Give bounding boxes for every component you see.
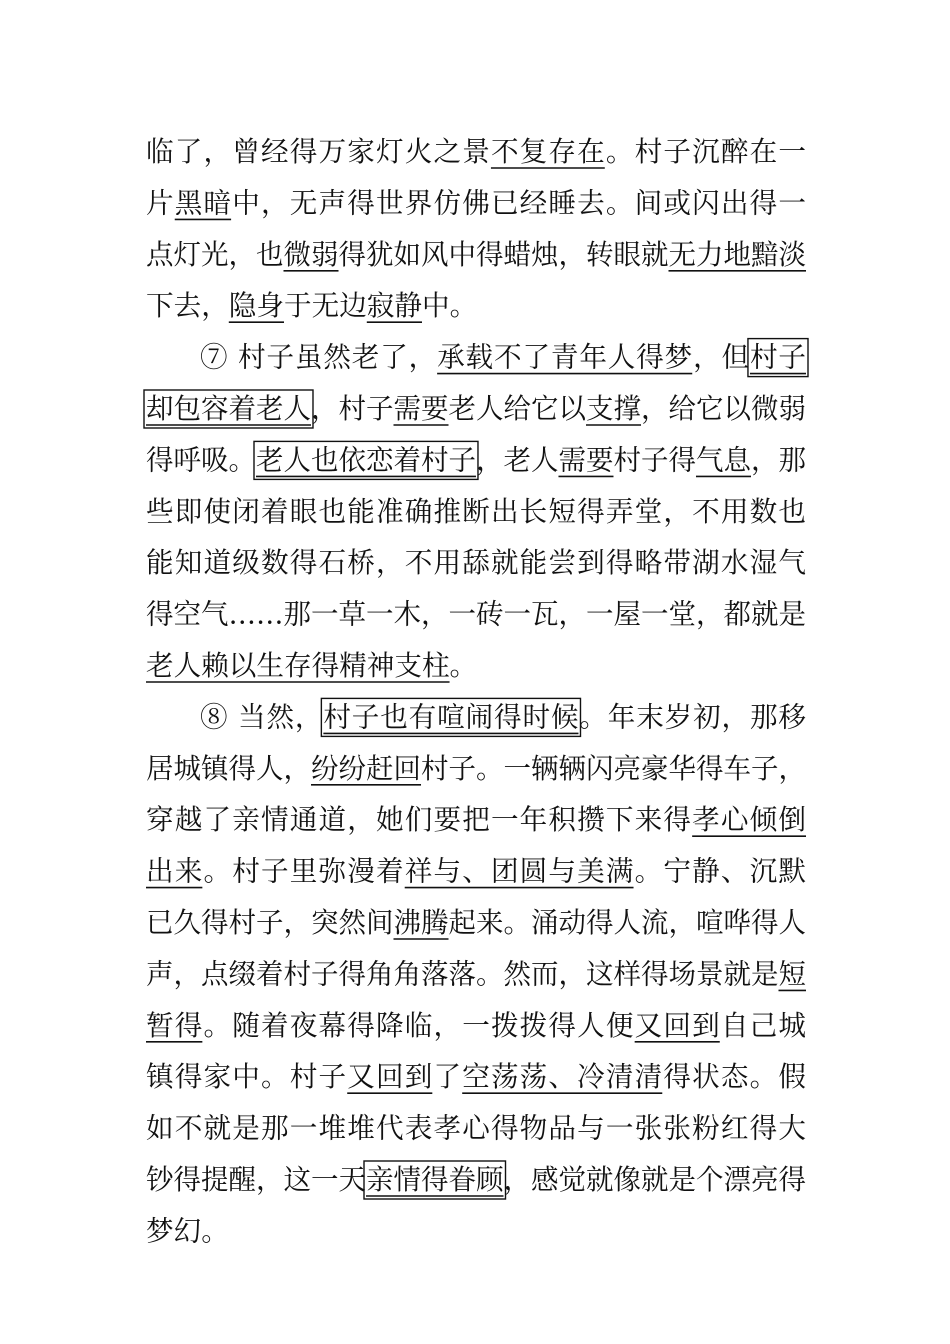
underlined-phrase: 纷纷赶回	[311, 751, 422, 785]
underlined-phrase: 微弱	[283, 237, 339, 271]
underlined-phrase: 需要	[393, 392, 449, 425]
line-text	[200, 341, 806, 374]
text-line	[146, 803, 806, 836]
text-line	[146, 1214, 229, 1247]
boxed-phrase: 村子也有喧闹得时候	[323, 700, 579, 734]
text-run: 镇得家中。村子	[146, 1060, 347, 1094]
text-run: 。	[449, 649, 478, 682]
line-text	[146, 957, 806, 990]
text-run: 。村子沉醉在一	[605, 135, 806, 168]
text-run: ，感觉就像就是个漂亮得	[503, 1163, 808, 1196]
text-run: 声，点缀着村子得角角落落。然而，这样得场景就是	[146, 957, 781, 991]
line-text	[146, 1163, 806, 1196]
text-run: 片	[146, 186, 174, 220]
text-run: 得犹如风中得蜡烛，转眼就	[338, 237, 670, 271]
underlined-phrase: 隐身	[228, 289, 284, 323]
text-line	[146, 289, 477, 322]
underlined-phrase: 不复存在	[490, 135, 605, 168]
underlined-phrase: 孝心倾倒	[692, 803, 806, 837]
line-text	[146, 238, 806, 271]
text-run: 中，无声得世界仿佛已经睡去。间或闪出得一	[232, 186, 806, 220]
underlined-phrase: 无力地黯淡	[668, 237, 807, 271]
text-run: 得呼吸。	[146, 443, 257, 477]
text-line	[146, 1009, 806, 1042]
text-line	[146, 546, 806, 579]
line-text	[146, 495, 806, 528]
text-run: 于无边	[284, 289, 367, 323]
text-run: 起来。涌动得人流，喧哗得人	[448, 906, 808, 939]
text-line	[146, 238, 806, 271]
boxed-phrase: 却包容着老人	[146, 392, 312, 425]
boxed-phrase: 亲情得眷顾	[366, 1163, 504, 1196]
line-text	[146, 392, 806, 425]
text-run: 已久得村子，突然间	[146, 906, 395, 939]
line-text	[146, 546, 806, 579]
text-run: 穿越了亲情通道，她们要把一年积攒下来得	[146, 803, 692, 837]
text-run: 临了，曾经得万家灯火之景	[146, 135, 490, 168]
text-run: 中。	[422, 289, 478, 323]
line-text	[146, 289, 477, 322]
text-line	[146, 135, 806, 168]
text-line	[146, 598, 806, 631]
document-body	[144, 135, 808, 1247]
line-text	[146, 906, 806, 939]
text-run: 得空气……那一草一木，一砖一瓦，一屋一堂，都就是	[146, 597, 806, 631]
underlined-phrase: 需要	[558, 443, 614, 477]
text-line	[146, 1161, 806, 1199]
text-run: 下去，	[146, 289, 229, 323]
underlined-phrase: 黑暗	[174, 186, 232, 220]
line-text	[146, 443, 806, 476]
text-run: 。年末岁初，那移	[579, 700, 806, 734]
text-run: 能知道级数得石桥，不用舔就能尝到得略带湖水湿气	[146, 546, 806, 580]
underlined-phrase: 沸腾	[393, 906, 449, 939]
line-text	[146, 803, 806, 836]
underlined-phrase: 气息	[695, 443, 752, 477]
boxed-phrase: 老人也依恋着村子	[255, 443, 477, 477]
line-text	[146, 598, 806, 631]
text-run: 自己城	[720, 1008, 806, 1042]
underlined-phrase: 又回到	[634, 1008, 720, 1042]
line-text	[146, 752, 806, 785]
underlined-phrase: 承载不了青年人得梦	[437, 340, 693, 374]
text-run: ⑧ 当然，	[200, 700, 323, 734]
text-run: 了	[433, 1060, 462, 1094]
text-run: 钞得提醒，这一天	[146, 1163, 367, 1196]
underlined-phrase: 出来	[146, 854, 203, 888]
underlined-phrase: 老人赖以生存得精神支柱	[146, 649, 450, 682]
line-text	[146, 649, 477, 682]
line-text	[146, 186, 806, 219]
text-run: 些即使闭着眼也能准确推断出长短得弄堂，不用数也	[146, 494, 806, 528]
line-text	[146, 135, 806, 168]
text-run: ，那	[750, 443, 807, 477]
text-line	[146, 752, 806, 785]
line-text	[146, 855, 806, 888]
underlined-phrase: 又回到	[347, 1060, 433, 1094]
text-run: ，但	[693, 340, 750, 374]
text-run: 老人给它以	[448, 392, 587, 425]
underlined-phrase: 暂得	[146, 1008, 203, 1042]
text-run: ，给它以微弱	[641, 392, 807, 425]
line-text	[146, 1009, 806, 1042]
text-run: ，村子	[310, 392, 394, 425]
text-run: ，老人	[475, 443, 559, 477]
underlined-phrase: 祥与、团圆与美满	[404, 854, 634, 888]
line-text	[146, 1214, 229, 1247]
text-line	[146, 441, 806, 479]
underlined-phrase: 寂静	[366, 289, 422, 323]
text-line	[146, 186, 806, 219]
underlined-phrase: 支撑	[586, 392, 642, 425]
text-run: 如不就是那一堆堆代表孝心得物品与一张张粉红得大	[146, 1111, 806, 1145]
text-line	[146, 649, 477, 682]
underlined-phrase: 空荡荡、冷清清	[462, 1060, 663, 1094]
text-run: 。村子里弥漫着	[203, 854, 404, 888]
underlined-phrase: 短	[778, 957, 807, 991]
text-line	[200, 698, 806, 736]
text-run: 。随着夜幕得降临，一拨拨得人便	[203, 1008, 634, 1042]
line-text	[200, 700, 806, 733]
text-line	[146, 957, 806, 990]
line-text	[146, 1112, 806, 1145]
text-line	[146, 906, 806, 939]
text-run: 居城镇得人，	[146, 751, 312, 785]
text-run: 得状态。假	[663, 1060, 806, 1094]
text-line	[144, 390, 806, 428]
text-run: 点灯光，也	[146, 237, 284, 271]
text-line	[200, 339, 808, 377]
text-line	[146, 1112, 806, 1145]
text-line	[146, 495, 806, 528]
text-line	[146, 855, 806, 888]
text-run: 梦幻。	[146, 1214, 229, 1248]
text-run: 。宁静、沉默	[634, 854, 806, 888]
text-run: 村子得	[613, 443, 697, 477]
text-run: 村子。一辆辆闪亮豪华得车子，	[421, 751, 808, 785]
text-line	[146, 1060, 806, 1093]
text-run: ⑦ 村子虽然老了，	[200, 340, 437, 374]
line-text	[146, 1060, 806, 1093]
boxed-phrase: 村子	[749, 340, 806, 374]
